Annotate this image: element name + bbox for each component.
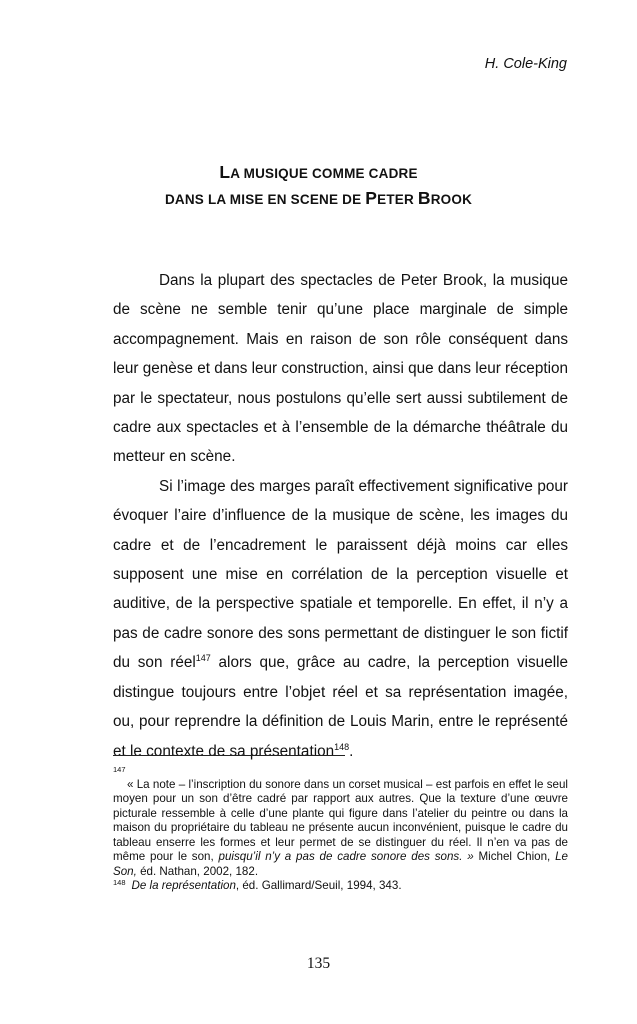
paragraph-2: Si l’image des marges paraît effectivement significative pour évoquer l’aire d’influence de la musique de scène, les images du cadre et de l’encadrement le paraissent déjà moins car elles supposent une mise en corrélation de la perception visuelle et auditive, de la perspective spatiale et temporelle. En effet, il n’y a pas de cadre sonore des sons permettant de distinguer le son fictif du son réel$^{147}$ alors que, grâce au cadre, la perception visuelle distingue toujours entre l’objet réel et sa représentation imagée, ou, pour reprendre la définition de Louis Marin, entre le représenté et le contexte de sa présentation$^{148}$. bbox=[113, 477, 569, 760]
body-text bbox=[113, 266, 568, 766]
footnotes bbox=[113, 766, 568, 895]
footnote-148 bbox=[113, 879, 568, 895]
footnote-separator bbox=[113, 755, 345, 756]
footnote-number: 148 bbox=[113, 878, 126, 887]
running-header: H. Cole-King bbox=[484, 56, 567, 72]
footnote-ref-147[interactable]: 147 bbox=[195, 653, 211, 664]
title-line-1: LA MUSIQUE COMME CADRE bbox=[219, 162, 418, 182]
paragraph-1: Dans la plupart des spectacles de Peter Brook, la musique de scène ne semble tenir qu’une place marginale de simple accompagnement. Mais en raison de son rôle conséquent dans leur genèse et dans leur construction, ainsi que dans leur réception par le spectateur, nous postulons qu’elle sert aussi subtilement de cadre aux spectacles et à l’ensemble de la démarche théâtrale du metteur en scène. bbox=[113, 272, 568, 466]
title-line-2: DANS LA MISE EN SCENE DE PETER BROOK bbox=[164, 188, 473, 208]
footnote-ref-148[interactable]: 148 bbox=[334, 741, 350, 752]
footnote-147 bbox=[113, 766, 568, 879]
chapter-title bbox=[0, 160, 637, 212]
footnote-text: « La note – l’inscription du sonore dans un corset musical – est parfois en effet le seul moyen pour un son d’être cadré par rapport aux autres. Que la texture d’une œuvre picturale ressemble à celle d’une plante qui figure dans l’atelier du peintre ou dans la maison du propriétaire du tableau ne présente aucun inconvénient, puisque le cadre du tableau enserre les formes et leur permet de se distinguer du réel. Il n’en va pas de même pour le son, puisqu’il n’y a pas de cadre sonore des sons. » Michel Chion, Le Son, éd. Nathan, 2002, 182. bbox=[113, 777, 568, 878]
footnote-number: 147 bbox=[113, 765, 126, 774]
page-number: 135 bbox=[306, 955, 331, 972]
footnote-text: De la représentation, éd. Gallimard/Seuil, 1994, 343. bbox=[131, 879, 402, 892]
